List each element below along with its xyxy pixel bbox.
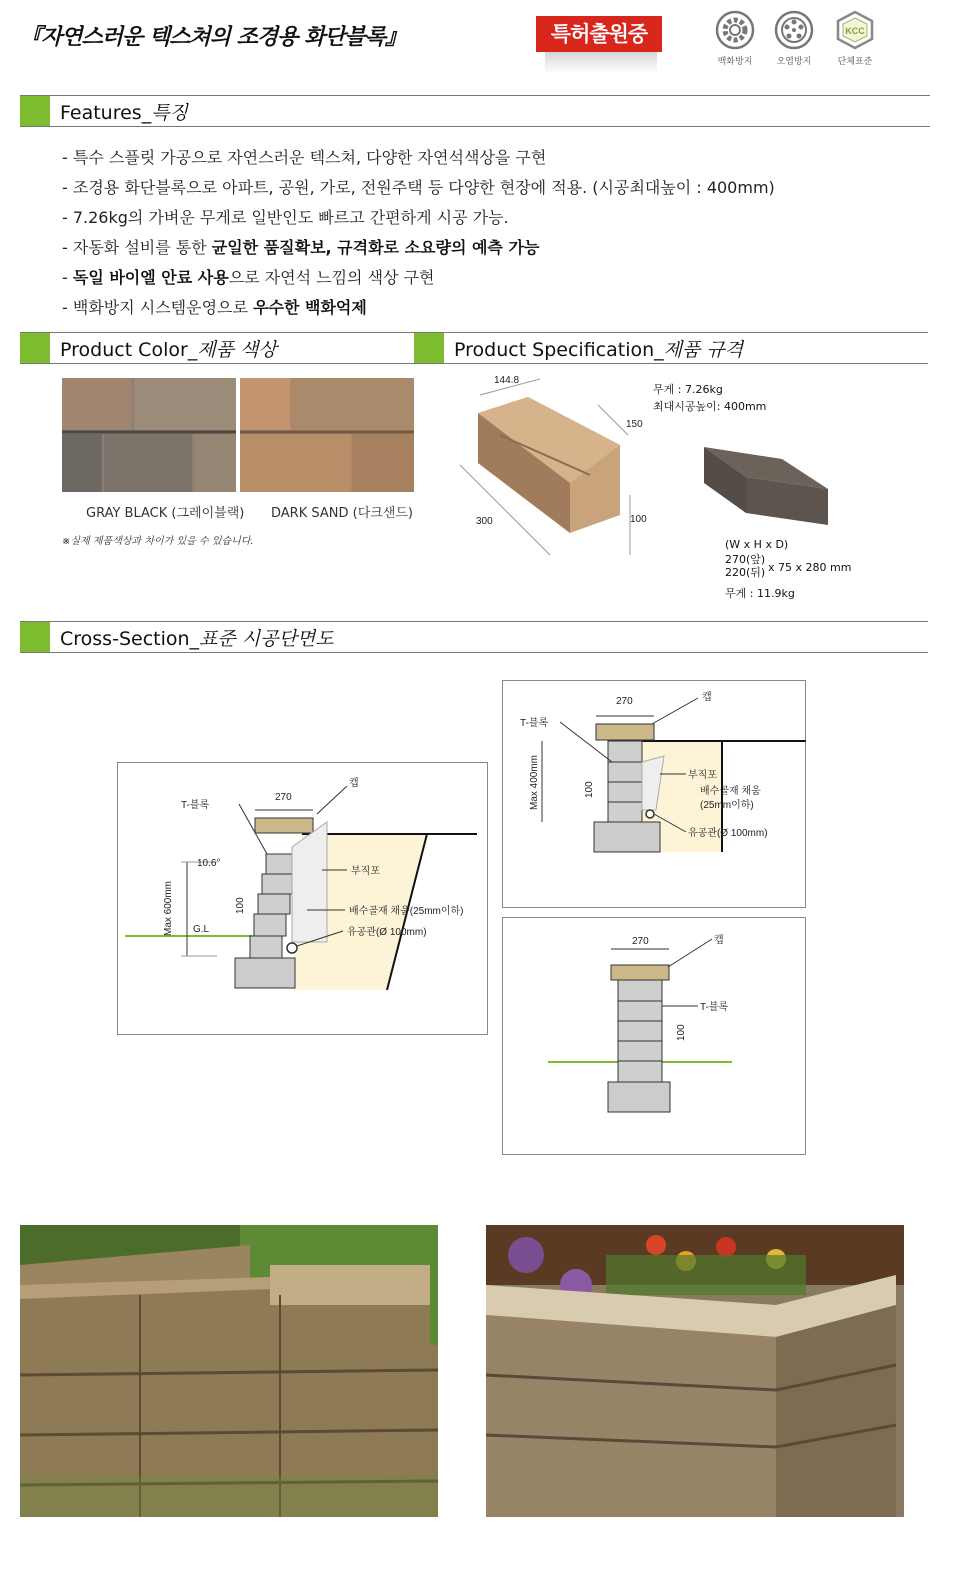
product-spec-heading: Product Specification_제품 규격 bbox=[414, 332, 928, 364]
patent-badge-shadow bbox=[545, 52, 657, 74]
cap-label: 캡 bbox=[702, 692, 712, 703]
badge-efflorescence bbox=[713, 10, 757, 67]
drain-label-2: (25mm이하) bbox=[700, 800, 754, 811]
kcc-hexagon-icon bbox=[834, 10, 876, 50]
cap-dims-rest: x 75 x 280 mm bbox=[768, 561, 852, 574]
badge-standard bbox=[833, 10, 877, 67]
pipe-label: 유공관(Ø 100mm) bbox=[688, 828, 768, 839]
t-block-label: T-블록 bbox=[700, 1002, 729, 1013]
gray-black-swatch bbox=[62, 378, 236, 492]
block-weight: 무게 : 7.26kg bbox=[653, 383, 723, 396]
cap-front: 270(앞) bbox=[725, 553, 766, 566]
section-marker bbox=[414, 333, 444, 363]
installation-photo-2 bbox=[486, 1225, 904, 1517]
product-color-heading: Product Color_제품 색상 bbox=[20, 332, 414, 364]
dim-height: 100 bbox=[630, 514, 647, 525]
fabric-label: 부직포 bbox=[688, 770, 717, 781]
list-item: - 7.26kg의 가벼운 무게로 일반인도 빠르고 간편하게 시공 가능. bbox=[62, 208, 509, 227]
badge-label: 단체표준 bbox=[837, 57, 873, 67]
dim-top: 144.8 bbox=[494, 375, 520, 386]
features-list bbox=[62, 143, 775, 323]
cap-back: 220(뒤) bbox=[725, 566, 766, 579]
fabric-label: 부직포 bbox=[351, 866, 380, 877]
unit-label: 100 bbox=[235, 897, 246, 914]
t-block-label: T-블록 bbox=[520, 718, 549, 729]
cap-label: 캡 bbox=[349, 778, 359, 789]
dim-length: 300 bbox=[476, 516, 493, 527]
dark-sand-swatch bbox=[240, 378, 414, 492]
width-label: 270 bbox=[632, 936, 649, 947]
cross-section-600 bbox=[117, 762, 488, 1035]
drain-label: 배수골재 채움 bbox=[700, 786, 761, 797]
cross-section-heading: Cross-Section_표준 시공단면도 bbox=[20, 621, 928, 653]
cap-weight: 무게 : 11.9kg bbox=[725, 587, 795, 600]
block-max-height: 최대시공높이: 400mm bbox=[653, 400, 767, 413]
page-title: 『자연스러운 텍스쳐의 조경용 화단블록』 bbox=[20, 25, 407, 50]
max-height-label: Max 400mm bbox=[529, 754, 540, 810]
section-marker bbox=[20, 96, 50, 126]
list-item: - 자동화 설비를 통한 균일한 품질확보, 규격화로 소요량의 예측 가능 bbox=[62, 238, 540, 257]
badge-label: 오염방지 bbox=[776, 57, 812, 67]
patent-badge: 특허출원중 bbox=[536, 16, 662, 52]
badge-label: 백화방지 bbox=[717, 57, 753, 67]
kcc-text: KCC bbox=[845, 26, 865, 36]
dim-side: 150 bbox=[626, 419, 643, 430]
section-marker bbox=[20, 333, 50, 363]
list-item: - 조경용 화단블록으로 아파트, 공원, 가로, 전원주택 등 다양한 현장에 적용. (시공최대높이 : 400mm) bbox=[62, 178, 775, 197]
unit-label: 100 bbox=[676, 1024, 687, 1041]
cross-section-400 bbox=[502, 680, 806, 908]
width-label: 270 bbox=[275, 792, 292, 803]
features-heading: Features_특징 bbox=[20, 95, 930, 127]
drain-label: 배수골재 채움(25mm이하) bbox=[349, 906, 464, 917]
angle-label: 10.6° bbox=[197, 858, 221, 869]
circle-dots-icon bbox=[774, 10, 814, 50]
cap-label: 캡 bbox=[714, 935, 724, 946]
list-item: - 독일 바이엘 안료 사용으로 자연석 느낌의 색상 구현 bbox=[62, 268, 435, 287]
installation-photo-1 bbox=[20, 1225, 438, 1517]
width-label: 270 bbox=[616, 696, 633, 707]
color-caption: GRAY BLACK (그레이블랙) bbox=[86, 506, 245, 521]
cap-dims-label: (W x H x D) bbox=[725, 538, 789, 551]
t-block-label: T-블록 bbox=[181, 800, 210, 811]
cross-section-freestanding bbox=[502, 917, 806, 1155]
pipe-label: 유공관(Ø 100mm) bbox=[347, 927, 427, 938]
section-marker bbox=[20, 622, 50, 652]
max-height-label: Max 600mm bbox=[163, 880, 174, 936]
badge-antifouling bbox=[772, 10, 816, 67]
gear-icon bbox=[715, 10, 755, 50]
list-item: - 특수 스플릿 가공으로 자연스러운 텍스쳐, 다양한 자연석색상을 구현 bbox=[62, 148, 547, 167]
color-caption: DARK SAND (다크샌드) bbox=[271, 506, 413, 521]
unit-label: 100 bbox=[584, 781, 595, 798]
gl-label: G.L bbox=[193, 924, 210, 935]
color-note: ※실제 제품색상과 차이가 있을 수 있습니다. bbox=[62, 536, 254, 547]
list-item: - 백화방지 시스템운영으로 우수한 백화억제 bbox=[62, 298, 367, 317]
